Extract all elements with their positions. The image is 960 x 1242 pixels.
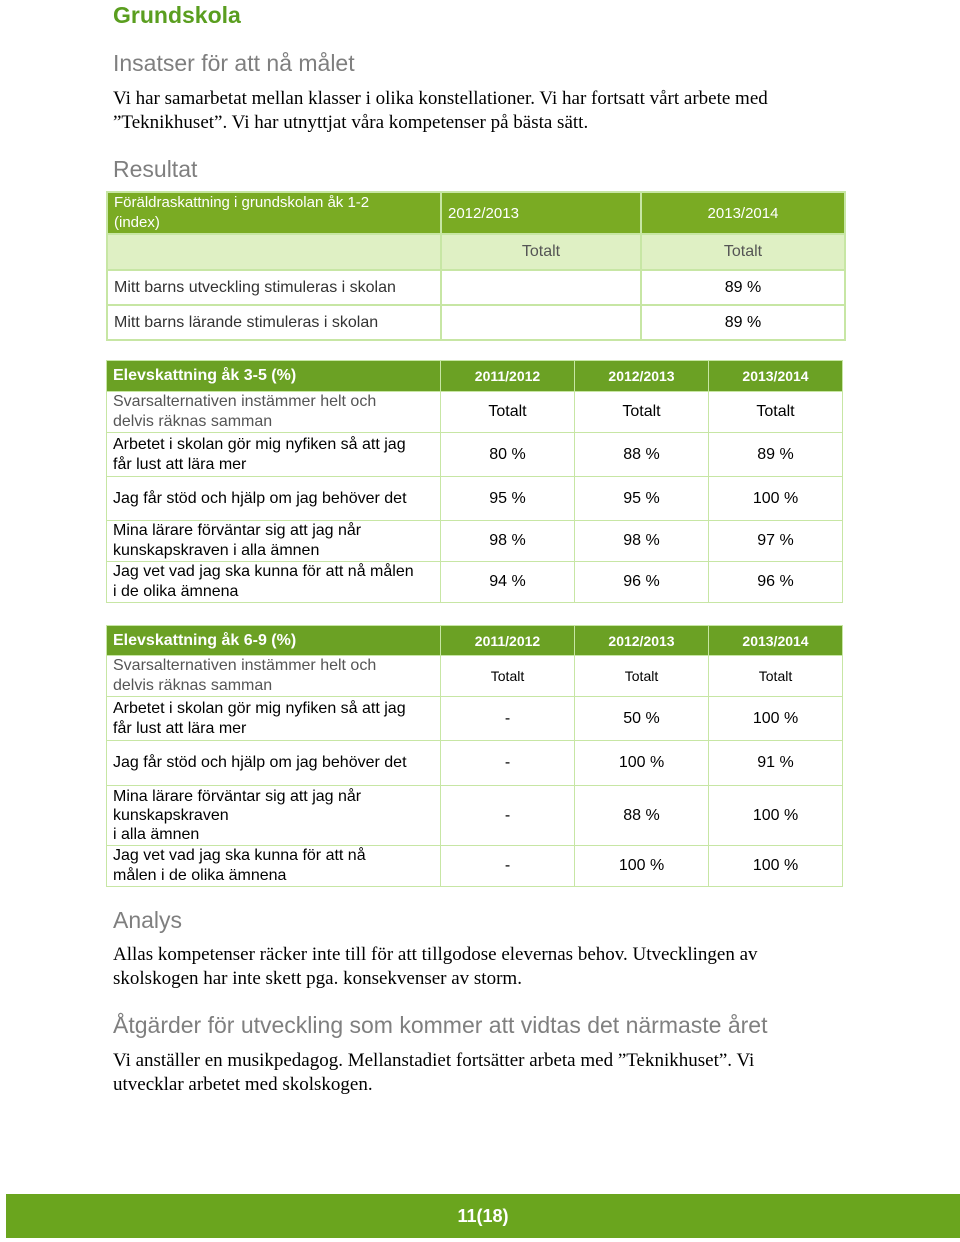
student-rating-6-9-table <box>106 625 843 887</box>
table-35-title: Elevskattning åk 3-5 (%) <box>107 361 441 392</box>
table-69-value: - <box>441 697 575 741</box>
table-69-year-1: 2011/2012 <box>441 626 575 656</box>
table-69-year-2: 2012/2013 <box>575 626 709 656</box>
table-row <box>107 270 845 305</box>
parent-subheader-totalt-2: Totalt <box>641 234 845 270</box>
parent-row-value <box>441 270 641 305</box>
table-69-value: - <box>441 786 575 846</box>
table-35-year-3: 2013/2014 <box>709 361 843 392</box>
table-35-row-label: Arbetet i skolan gör mig nyfiken så att jag får lust att lära mer <box>107 433 441 477</box>
heading-analys: Analys <box>113 907 183 933</box>
parent-row-value <box>441 305 641 340</box>
table-69-value: 91 % <box>709 741 843 786</box>
table-69-value: 100 % <box>709 786 843 846</box>
parent-subheader-empty <box>107 234 441 270</box>
table-69-subheader: Totalt <box>575 656 709 697</box>
table-35-sub-label: Svarsalternativen instämmer helt och delvis räknas samman <box>107 392 441 433</box>
atgarder-line-2: utvecklar arbetet med skolskogen. <box>113 1074 373 1095</box>
table-69-row-label: Arbetet i skolan gör mig nyfiken så att jag får lust att lära mer <box>107 697 441 741</box>
table-69-row-label: Jag vet vad jag ska kunna för att nå målen i de olika ämnena <box>107 846 441 887</box>
insatser-line-2: ”Teknikhuset”. Vi har utnyttjat våra kompetenser på bästa sätt. <box>113 112 589 133</box>
table-69-value: 100 % <box>575 846 709 887</box>
table-69-value: 50 % <box>575 697 709 741</box>
atgarder-text <box>113 1049 933 1097</box>
page-number: 11(18) <box>457 1205 509 1226</box>
parent-rating-table <box>106 191 846 341</box>
table-35-row-label: Jag vet vad jag ska kunna för att nå målen i de olika ämnena <box>107 562 441 603</box>
table-35-value: 95 % <box>441 477 575 521</box>
table-69-row-label: Mina lärare förväntar sig att jag når kunskapskraven i alla ämnen <box>107 786 441 846</box>
parent-row-value: 89 % <box>641 270 845 305</box>
parent-row-value: 89 % <box>641 305 845 340</box>
table-35-subheader: Totalt <box>441 392 575 433</box>
table-35-value: 98 % <box>575 521 709 562</box>
table-35-row-label: Jag får stöd och hjälp om jag behöver det <box>107 477 441 521</box>
table-35-value: 100 % <box>709 477 843 521</box>
heading-insatser: Insatser för att nå målet <box>113 50 355 76</box>
parent-year-2012-2013: 2012/2013 <box>441 192 641 234</box>
heading-atgarder: Åtgärder för utveckling som kommer att vidtas det närmaste året <box>113 1012 768 1038</box>
table-69-title: Elevskattning åk 6-9 (%) <box>107 626 441 656</box>
table-row <box>107 741 843 786</box>
table-35-value: 80 % <box>441 433 575 477</box>
table-row <box>107 697 843 741</box>
table-69-year-3: 2013/2014 <box>709 626 843 656</box>
page-footer <box>6 1194 960 1238</box>
parent-subheader-totalt-1: Totalt <box>441 234 641 270</box>
table-35-subheader: Totalt <box>575 392 709 433</box>
table-row <box>107 521 843 562</box>
table-35-row-label: Mina lärare förväntar sig att jag når kunskapskraven i alla ämnen <box>107 521 441 562</box>
table-35-year-2: 2012/2013 <box>575 361 709 392</box>
insatser-line-1: Vi har samarbetat mellan klasser i olika konstellationer. Vi har fortsatt vårt arbete med <box>113 88 768 109</box>
table-35-value: 98 % <box>441 521 575 562</box>
table-69-sub-label: Svarsalternativen instämmer helt och delvis räknas samman <box>107 656 441 697</box>
table-35-value: 96 % <box>575 562 709 603</box>
table-row <box>107 433 843 477</box>
insatser-text <box>113 87 913 135</box>
table-row <box>107 786 843 846</box>
table-69-subheader: Totalt <box>441 656 575 697</box>
table-35-value: 94 % <box>441 562 575 603</box>
table-69-subheader: Totalt <box>709 656 843 697</box>
analys-text <box>113 943 933 991</box>
heading-resultat: Resultat <box>113 156 198 182</box>
table-69-value: 88 % <box>575 786 709 846</box>
parent-row-label: Mitt barns lärande stimuleras i skolan <box>107 305 441 340</box>
table-69-value: - <box>441 741 575 786</box>
analys-line-1: Allas kompetenser räcker inte till för att tillgodose elevernas behov. Utvecklingen av <box>113 944 758 965</box>
table-69-value: 100 % <box>709 846 843 887</box>
table-35-value: 89 % <box>709 433 843 477</box>
parent-table-label: Föräldraskattning i grundskolan åk 1-2 (index) <box>107 192 441 234</box>
table-35-value: 95 % <box>575 477 709 521</box>
table-69-value: 100 % <box>709 697 843 741</box>
table-row <box>107 846 843 887</box>
table-row <box>107 305 845 340</box>
table-69-row-label: Jag får stöd och hjälp om jag behöver det <box>107 741 441 786</box>
table-35-value: 96 % <box>709 562 843 603</box>
table-35-value: 88 % <box>575 433 709 477</box>
atgarder-line-1: Vi anställer en musikpedagog. Mellanstadiet fortsätter arbeta med ”Teknikhuset”. Vi <box>113 1050 755 1071</box>
table-35-value: 97 % <box>709 521 843 562</box>
table-row <box>107 477 843 521</box>
student-rating-3-5-table <box>106 360 843 603</box>
parent-year-2013-2014: 2013/2014 <box>641 192 845 234</box>
parent-row-label: Mitt barns utveckling stimuleras i skolan <box>107 270 441 305</box>
table-35-year-1: 2011/2012 <box>441 361 575 392</box>
table-69-value: - <box>441 846 575 887</box>
page-title: Grundskola <box>113 2 241 28</box>
analys-line-2: skolskogen har inte skett pga. konsekvenser av storm. <box>113 968 522 989</box>
table-69-value: 100 % <box>575 741 709 786</box>
table-row <box>107 562 843 603</box>
table-35-subheader: Totalt <box>709 392 843 433</box>
